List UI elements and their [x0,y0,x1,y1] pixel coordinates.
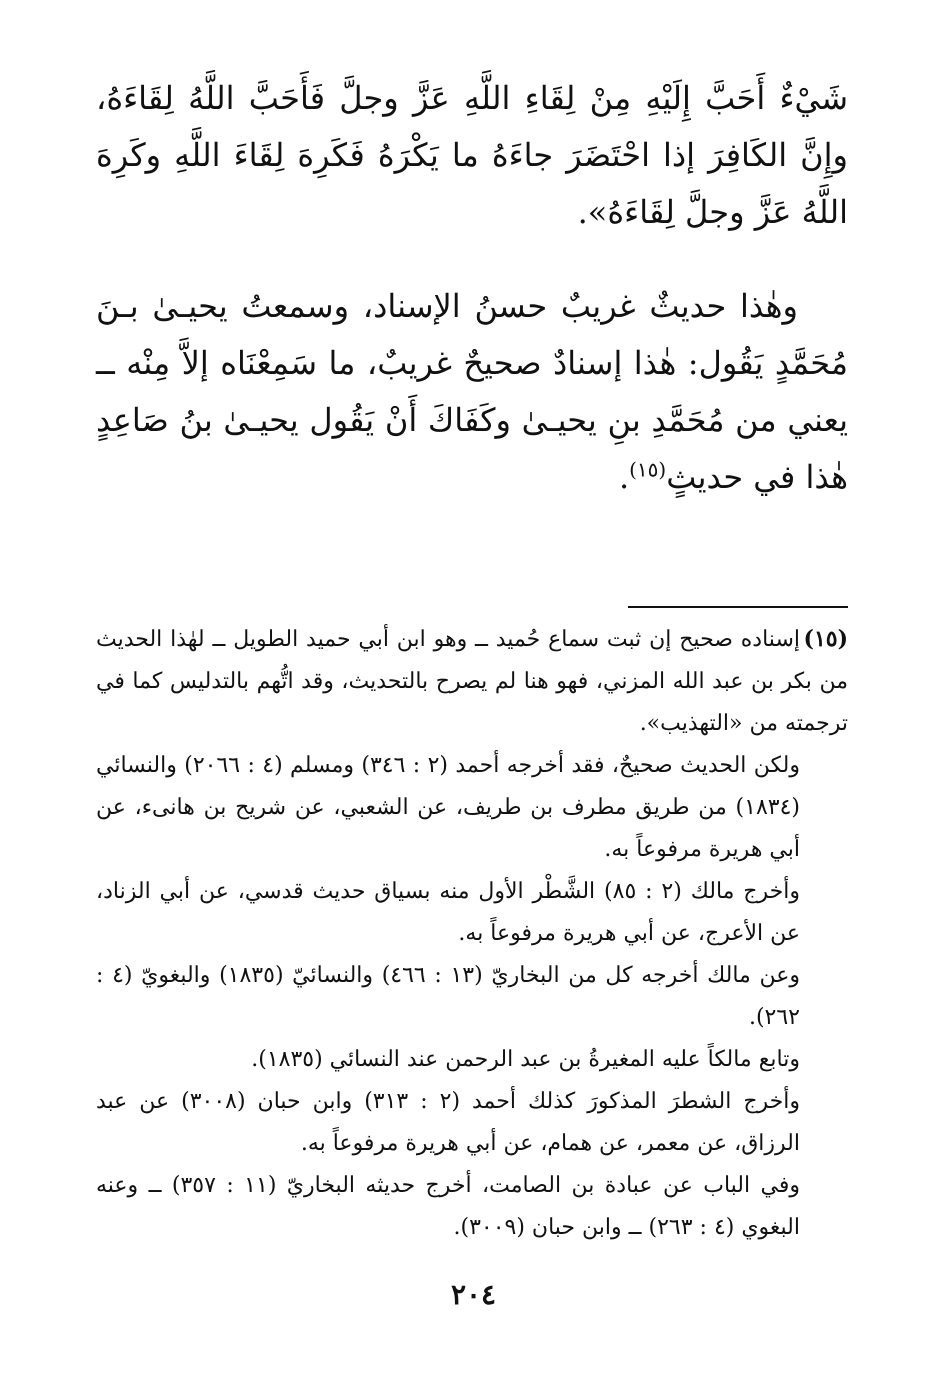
footnotes-section [96,618,848,1249]
main-paragraph-2-end: . [618,458,630,496]
footnote-divider [628,606,848,608]
footnote-reference: (١٥) [629,457,667,482]
main-paragraph-2 [96,278,848,506]
footnote-text: إسناده صحيح إن ثبت سماع حُميد ــ وهو ابن أبي حميد الطويل ــ لهٰذا الحديث من بكر بن عبد الله المزني، فهو هنا لم يصرح بالتحديث، وقد اتُّهم بالتدليس كما في ترجمته من «التهذيب». [96,627,848,736]
footnote-paragraph: وعن مالك أخرجه كل من البخاريّ (١٣ : ٤٦٦) والنسائيّ (١٨٣٥) والبغويّ (٤ : ٢٦٢). [96,963,800,1030]
main-paragraph-1: شَيْءٌ أَحَبَّ إِلَيْهِ مِنْ لِقَاءِ اللَّهِ عَزَّ وجلَّ فَأَحَبَّ اللَّهُ لِقَاءَهُ، وإِنَّ الكَافِرَ إذا احْتَضَرَ جاءَهُ ما يَكْرَهُ فَكَرِهَ لِقَاءَ اللَّهِ وكَرِهَ اللَّهُ عَزَّ وجلَّ لِقَاءَهُ». [96,79,849,231]
page-number: ٢٠٤ [450,1278,497,1311]
footnote-number: (١٥) [803,626,848,652]
footnote-paragraph: وأخرج الشطرَ المذكورَ كذلك أحمد (٢ : ٣١٣) وابن حبان (٣٠٠٨) عن عبد الرزاق، عن معمر، عن همام، عن أبي هريرة مرفوعاً به. [96,1089,801,1156]
main-paragraph-2-text: وهٰذا حديثٌ غريبٌ حسنُ الإسناد، وسمعتُ يحيـىٰ بـنَ مُحَمَّدٍ يَقُول: هٰذا إسنادٌ صحيحٌ غريبٌ، ما سَمِعْنَاه إلاَّ مِنْه ــ يعني من مُحَمَّدِ بنِ يحيـىٰ وكَفَاكَ أَنْ يَقُول يحيـىٰ بنُ صَاعِدٍ هٰذا في حديثٍ [96,287,848,496]
footnote-paragraph [96,618,848,745]
footnote-paragraph: ولكن الحديث صحيحٌ، فقد أخرجه أحمد (٢ : ٣٤٦) ومسلم (٤ : ٢٠٦٦) والنسائي (١٨٣٤) من طريق مطرف بن طريف، عن الشعبي، عن شريح بن هانىء، عن أبي هريرة مرفوعاً به. [96,753,800,862]
footnote-paragraph: وفي الباب عن عبادة بن الصامت، أخرج حديثه البخاريّ (١١ : ٣٥٧) ــ وعنه البغوي (٤ : ٢٦٣) ــ وابن حبان (٣٠٠٩). [96,1173,800,1240]
footnote-paragraph: وتابع مالكاً عليه المغيرةُ بن عبد الرحمن عند النسائي (١٨٣٥). [251,1047,800,1072]
footnote-paragraph: وأخرج مالك (٢ : ٨٥) الشَّطْر الأول منه بسياق حديث قدسي، عن أبي الزناد، عن الأعرج، عن أبي هريرة مرفوعاً به. [96,879,800,946]
